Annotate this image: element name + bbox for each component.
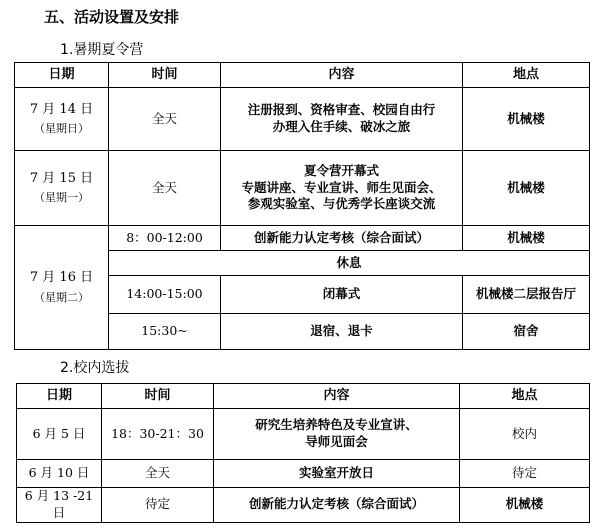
table-header-row xyxy=(15,63,590,88)
content-line: 夏令营开幕式 xyxy=(303,162,379,178)
place-cell: 宿舍 xyxy=(463,314,590,350)
time-cell: 15:30~ xyxy=(109,314,221,350)
time-cell: 8：00-12:00 xyxy=(109,226,221,251)
place-cell: 机械楼 xyxy=(463,226,590,251)
place-cell: 机械楼 xyxy=(463,151,590,226)
subsection-title-summer-camp: 1.暑期夏令营 xyxy=(60,42,144,58)
weekday-text: （星期二） xyxy=(34,290,89,304)
time-cell: 14:00-15:00 xyxy=(109,276,221,314)
date-text: 7 月 14 日 xyxy=(29,101,94,117)
table-row xyxy=(15,226,590,251)
content-cell: 实验室开放日 xyxy=(214,460,460,488)
weekday-text: （星期一） xyxy=(34,191,89,205)
header-time: 时间 xyxy=(109,63,221,88)
date-cell xyxy=(15,151,109,226)
header-date: 日期 xyxy=(17,384,102,409)
content-cell: 闭幕式 xyxy=(221,276,463,314)
header-content: 内容 xyxy=(221,63,463,88)
table-row xyxy=(17,460,590,488)
header-content: 内容 xyxy=(214,384,460,409)
date-text: 7 月 15 日 xyxy=(29,170,94,186)
table-row xyxy=(15,88,590,151)
content-line: 注册报到、资格审查、校园自由行 xyxy=(247,102,436,118)
time-cell: 18：30-21：30 xyxy=(102,409,214,460)
time-cell: 待定 xyxy=(102,488,214,523)
time-cell: 全天 xyxy=(102,460,214,488)
header-date: 日期 xyxy=(15,63,109,88)
content-cell: 创新能力认定考核（综合面试） xyxy=(214,488,460,523)
table-header-row xyxy=(17,384,590,409)
place-cell: 机械楼 xyxy=(463,88,590,151)
summer-camp-table xyxy=(14,62,590,350)
section-heading: 五、活动设置及安排 xyxy=(44,8,180,26)
header-place: 地点 xyxy=(463,63,590,88)
place-cell: 机械楼二层报告厅 xyxy=(463,276,590,314)
date-cell: 6 月 10 日 xyxy=(17,460,102,488)
content-cell xyxy=(221,88,463,151)
content-cell xyxy=(214,409,460,460)
date-cell: 6 月 5 日 xyxy=(17,409,102,460)
content-cell: 退宿、退卡 xyxy=(221,314,463,350)
content-line: 专题讲座、专业宣讲、师生见面会、 xyxy=(241,179,442,195)
place-cell: 校内 xyxy=(460,409,590,460)
table-row xyxy=(15,151,590,226)
content-line: 办理入住手续、破冰之旅 xyxy=(272,119,411,134)
weekday-text: （星期日） xyxy=(34,122,89,136)
date-cell xyxy=(15,226,109,350)
place-cell: 待定 xyxy=(460,460,590,488)
date-cell xyxy=(15,88,109,151)
time-cell: 全天 xyxy=(109,88,221,151)
date-cell: 6 月 13 -21 日 xyxy=(17,488,102,523)
header-place: 地点 xyxy=(460,384,590,409)
content-cell xyxy=(221,151,463,226)
content-cell: 创新能力认定考核（综合面试） xyxy=(221,226,463,251)
place-cell: 机械楼 xyxy=(460,488,590,523)
subsection-title-campus-selection: 2.校内选拔 xyxy=(60,360,130,376)
table-row xyxy=(17,409,590,460)
content-line: 参观实验室、与优秀学长座谈交流 xyxy=(247,196,436,212)
table-row xyxy=(17,488,590,523)
rest-cell: 休息 xyxy=(109,251,590,276)
content-line: 研究生培养特色及专业宣讲、 xyxy=(255,417,418,433)
time-cell: 全天 xyxy=(109,151,221,226)
campus-selection-table xyxy=(16,383,590,523)
header-time: 时间 xyxy=(102,384,214,409)
date-text: 7 月 16 日 xyxy=(29,270,94,286)
content-line: 导师见面会 xyxy=(305,434,368,449)
